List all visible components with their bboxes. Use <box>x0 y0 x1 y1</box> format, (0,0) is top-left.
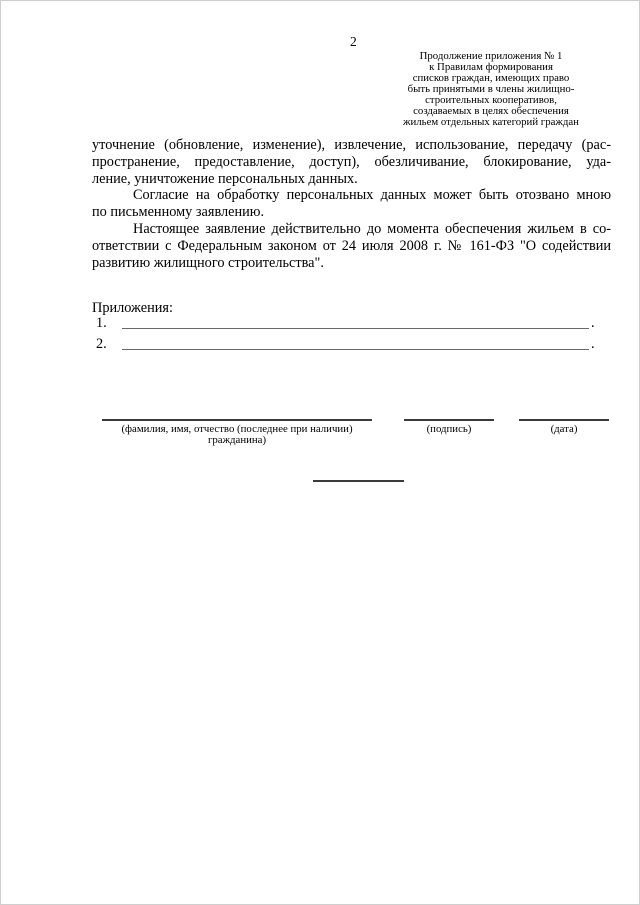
paragraph-line: Согласие на обработку персональных данных может быть отозвано мною <box>133 187 611 204</box>
attachments-section <box>92 300 611 360</box>
attachment-period: . <box>591 336 595 352</box>
signature-date-field <box>519 419 609 435</box>
paragraph-line: пространение, предоставление, доступ), обезличивание, блокирование, уда- <box>92 153 611 170</box>
header-line: жильем отдельных категорий граждан <box>403 116 579 128</box>
header-line: строительных кооперативов, <box>425 94 557 106</box>
attachment-item <box>92 312 611 333</box>
attachment-number: 1. <box>96 315 107 331</box>
paragraph-line: ление, уничтожение персональных данных. <box>92 170 358 187</box>
signature-name-caption: (фамилия, имя, отчество (последнее при наличии) <box>121 423 353 435</box>
paragraph-line: Настоящее заявление действительно до момента обеспечения жильем в со- <box>133 220 611 237</box>
paragraph-line: по письменному заявлению. <box>92 204 265 221</box>
footnote-separator-line <box>313 480 404 482</box>
header-line: списков граждан, имеющих право <box>412 72 570 84</box>
signature-sign-field <box>404 419 494 435</box>
header-line: создаваемых в целях обеспечения <box>413 105 569 117</box>
attachment-period: . <box>591 315 595 331</box>
paragraph-line: развитию жилищного строительства". <box>92 254 324 271</box>
attachment-blank-line <box>122 348 589 350</box>
header-line: быть принятыми в члены жилищно- <box>407 83 575 95</box>
signature-name-caption-2: гражданина) <box>207 434 267 446</box>
attachments-label: Приложения: <box>92 300 173 316</box>
attachment-number: 2. <box>96 336 107 352</box>
page-number: 2 <box>350 34 357 49</box>
appendix-header <box>369 51 613 128</box>
signature-name-field <box>102 419 372 446</box>
header-line: к Правилам формирования <box>429 61 553 73</box>
paragraph-line: уточнение (обновление, изменение), извлечение, использование, передачу (рас- <box>92 137 611 153</box>
signature-date-caption: (дата) <box>550 423 578 435</box>
body-text <box>92 137 611 271</box>
paragraph-line: ответствии с Федеральным законом от 24 июля 2008 г. № 161-ФЗ "О содействии <box>92 237 611 254</box>
attachment-blank-line <box>122 327 589 329</box>
attachment-item <box>92 333 611 354</box>
header-line: Продолжение приложения № 1 <box>419 50 563 62</box>
signature-sign-caption: (подпись) <box>426 423 472 435</box>
